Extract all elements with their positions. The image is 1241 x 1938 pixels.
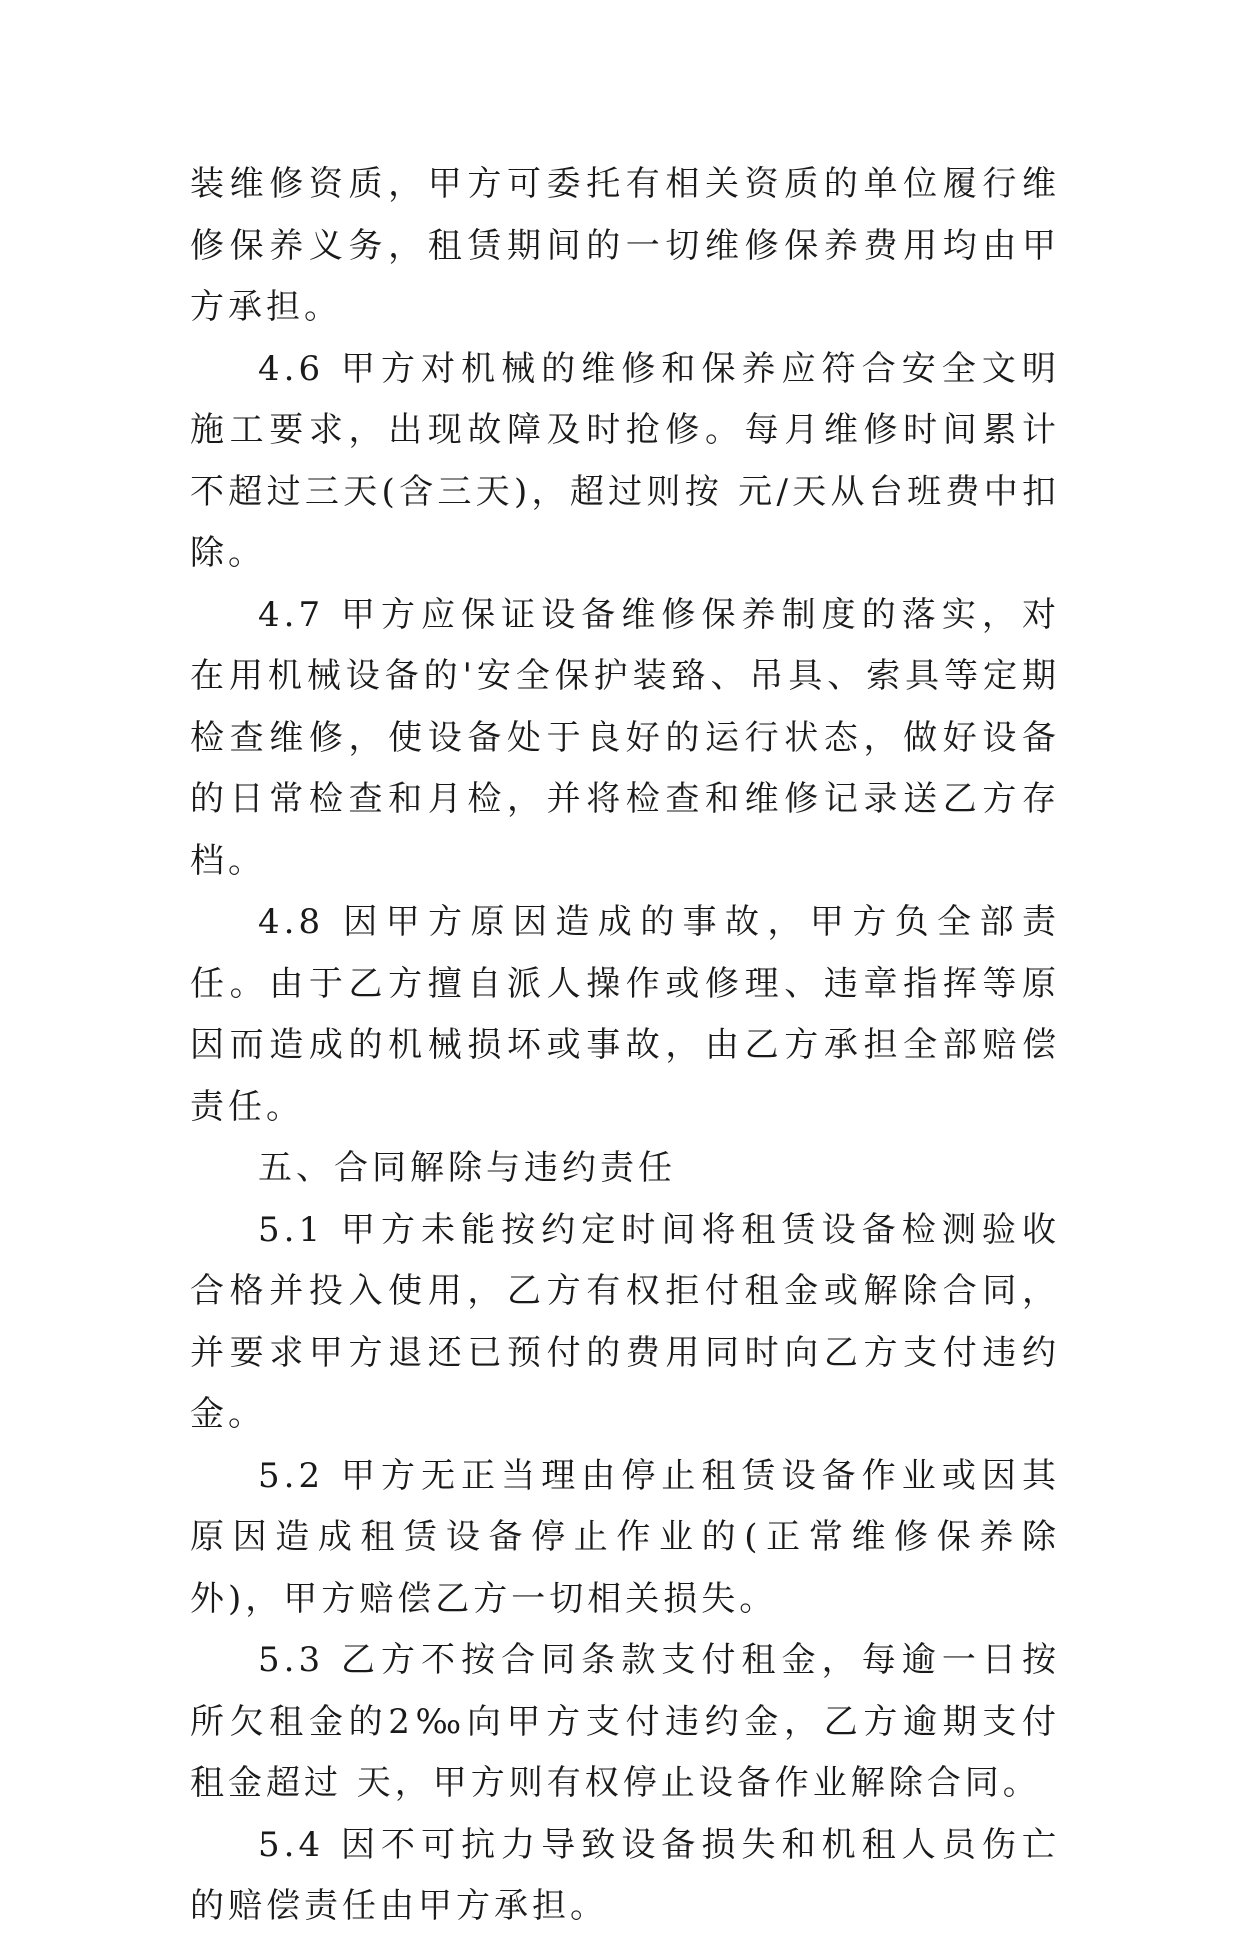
paragraph-clause-5-2: 5.2 甲方无正当理由停止租赁设备作业或因其原因造成租赁设备停止作业的(正常维修保养除外)，甲方赔偿乙方一切相关损失。 bbox=[190, 1455, 1060, 1619]
paragraph-clause-5-4: 5.4 因不可抗力导致设备损失和机租人员伤亡的赔偿责任由甲方承担。 bbox=[190, 1824, 1060, 1926]
paragraph-continued-clause-4-5: 装维修资质，甲方可委托有相关资质的单位履行维修保养义务，租赁期间的一切维修保养费用均由甲方承担。 bbox=[190, 164, 1060, 327]
paragraph-clause-4-8: 4.8 因甲方原因造成的事故，甲方负全部责任。由于乙方擅自派人操作或修理、违章指挥等原因而造成的机械损坏或事故，由乙方承担全部赔偿责任。 bbox=[190, 902, 1060, 1127]
document-body bbox=[190, 154, 1060, 1938]
paragraph-clause-4-7: 4.7 甲方应保证设备维修保养制度的落实，对在用机械设备的'安全保护装臵、吊具、索具等定期检查维修，使设备处于良好的运行状态，做好设备的日常检查和月检，并将检查和维修记录送乙方存档。 bbox=[190, 594, 1060, 881]
section-heading-5: 五、合同解除与违约责任 bbox=[258, 1148, 676, 1188]
paragraph-clause-4-6: 4.6 甲方对机械的维修和保养应符合安全文明施工要求，出现故障及时抢修。每月维修时间累计不超过三天(含三天)，超过则按 元/天从台班费中扣除。 bbox=[190, 348, 1060, 573]
paragraph-clause-5-3: 5.3 乙方不按合同条款支付租金，每逾一日按所欠租金的2‰向甲方支付违约金，乙方逾期支付租金超过 天，甲方则有权停止设备作业解除合同。 bbox=[190, 1640, 1060, 1803]
paragraph-clause-5-1: 5.1 甲方未能按约定时间将租赁设备检测验收合格并投入使用，乙方有权拒付租金或解除合同，并要求甲方退还已预付的费用同时向乙方支付违约金。 bbox=[190, 1209, 1060, 1434]
